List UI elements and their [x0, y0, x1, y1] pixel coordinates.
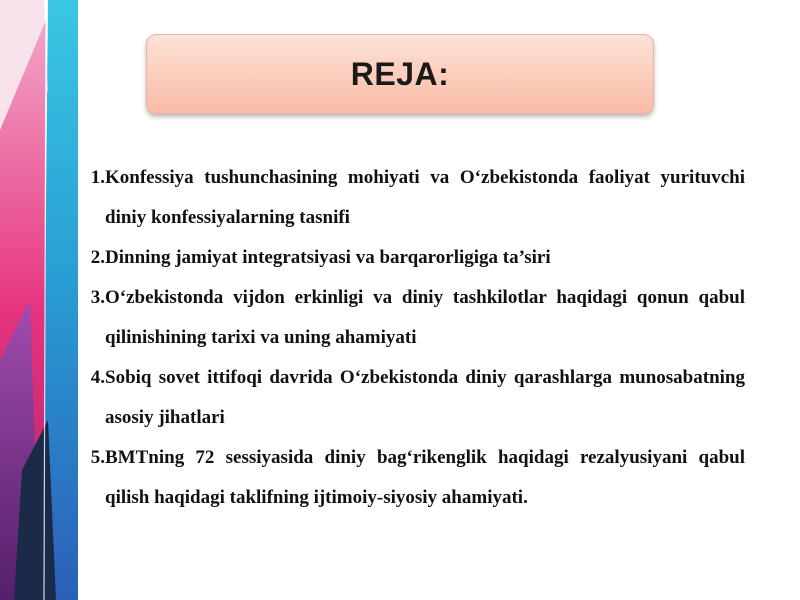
agenda-item-1 — [70, 158, 745, 238]
agenda-item-3 — [70, 278, 745, 358]
agenda-item-text: Dinning jamiyat integratsiyasi va barqarorligiga ta’siri — [105, 247, 551, 268]
agenda-item-number: 2. — [90, 247, 105, 268]
agenda-item-number: 5. — [90, 447, 105, 468]
agenda-item-text: Sobiq sovet ittifoqi davrida O‘zbekistonda diniy qarashlarga munosabatning asosiy jihatlari — [105, 367, 745, 428]
agenda-item-text: Konfessiya tushunchasining mohiyati va O‘zbekistonda faoliyat yurituvchi diniy konfessiyalarning tasnifi — [105, 167, 745, 228]
agenda-item-text: BMTning 72 sessiyasida diniy bag‘rikenglik haqidagi rezalyusiyani qabul qilish haqidagi taklifning ijtimoiy-siyosiy ahamiyati. — [105, 447, 745, 508]
agenda-list — [70, 158, 745, 518]
agenda-item-text: O‘zbekistonda vijdon erkinligi va diniy tashkilotlar haqidagi qonun qabul qilinishining tarixi va uning ahamiyati — [105, 287, 745, 348]
decorative-side-band — [0, 0, 80, 600]
agenda-item-number: 3. — [90, 287, 105, 308]
slide-title: REJA: — [350, 55, 450, 92]
agenda-item-5 — [70, 438, 745, 518]
agenda-item-2 — [70, 238, 745, 278]
agenda-item-number: 4. — [90, 367, 105, 388]
agenda-item-number: 1. — [90, 167, 105, 188]
title-banner — [146, 34, 654, 114]
agenda-item-4 — [70, 358, 745, 438]
